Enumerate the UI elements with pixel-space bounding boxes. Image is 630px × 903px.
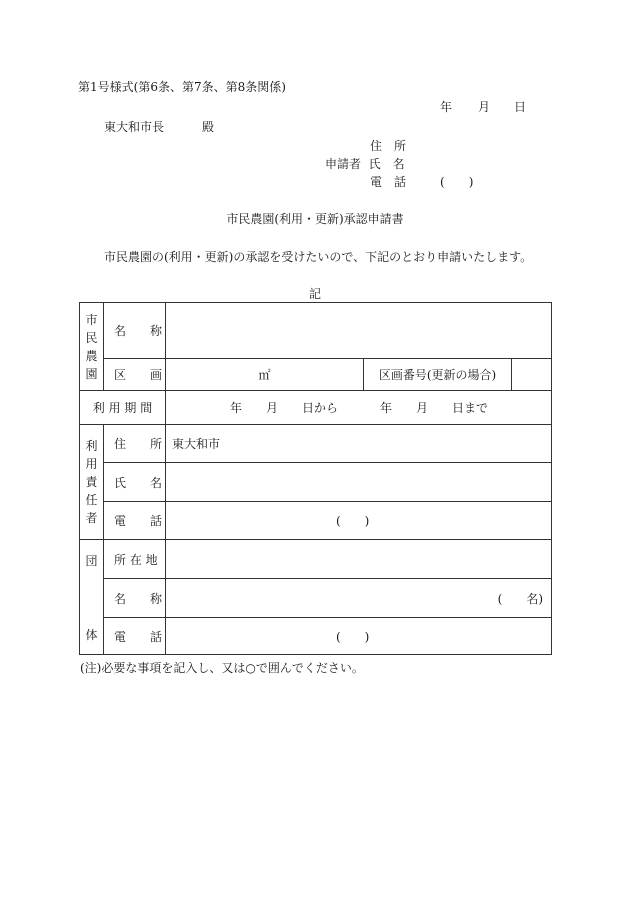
plot-number-field[interactable] [512, 359, 552, 391]
garden-name-row [80, 303, 552, 359]
group-name-field[interactable] [166, 579, 552, 618]
resp-tel-row [80, 502, 552, 540]
note: (注)必要な事項を記入し、又は○で囲んでください。 [80, 661, 364, 675]
period-to: 年 月 日まで [380, 401, 489, 415]
resp-name-label: 氏 名 [104, 463, 166, 502]
document-title: 市民農園(利用・更新)承認申請書 [226, 212, 404, 226]
group-tel-field[interactable] [166, 618, 552, 655]
resp-address-value: 東大和市 [172, 437, 221, 451]
responsible-label: 利 用 責 任 者 [80, 425, 104, 540]
group-label: 団 体 [80, 540, 104, 655]
applicant-tel-parens: ( ) [440, 175, 474, 189]
group-count: ( 名) [497, 591, 544, 606]
applicant-label: 申請者 [325, 157, 362, 171]
form-number: 第1号様式(第6条、第7条、第8条関係) [78, 80, 286, 94]
resp-name-field[interactable] [166, 463, 552, 502]
application-table [79, 302, 552, 655]
applicant-tel-line [370, 175, 473, 189]
applicant-tel-label: 電 話 [370, 175, 407, 189]
honorific: 殿 [202, 120, 215, 134]
period-from: 年 月 日から [230, 401, 339, 415]
resp-address-row [80, 425, 552, 463]
addressee: 東大和市長 [104, 120, 165, 134]
date-day: 日 [514, 100, 527, 114]
applicant-name-line [325, 157, 405, 171]
addressee-line [104, 120, 214, 134]
period-row [80, 391, 552, 425]
group-name-label: 名 称 [104, 579, 166, 618]
resp-address-field[interactable] [166, 425, 552, 463]
group-tel-parens: ( ) [336, 629, 370, 644]
plot-row [80, 359, 552, 391]
date-month: 月 [478, 100, 491, 114]
group-tel-row [80, 618, 552, 655]
resp-tel-label: 電 話 [104, 502, 166, 540]
garden-name-field[interactable] [166, 303, 552, 359]
group-tel-label: 電 話 [104, 618, 166, 655]
plot-unit: ㎡ [258, 368, 271, 382]
plot-label: 区 画 [104, 359, 166, 391]
plot-area-field[interactable] [166, 359, 364, 391]
resp-name-row [80, 463, 552, 502]
applicant-name-label: 氏 名 [368, 157, 405, 171]
ki-heading: 記 [308, 287, 321, 301]
group-name-row [80, 579, 552, 618]
date-year: 年 [440, 100, 453, 114]
resp-tel-field[interactable] [166, 502, 552, 540]
group-address-label: 所 在 地 [104, 540, 166, 579]
plot-number-label: 区画番号(更新の場合) [364, 359, 512, 391]
garden-name-label: 名 称 [104, 303, 166, 359]
period-field[interactable] [166, 391, 552, 425]
garden-label: 市 民 農 園 [80, 303, 104, 391]
resp-tel-parens: ( ) [336, 514, 370, 528]
period-label: 利 用 期 間 [80, 391, 166, 425]
group-address-field[interactable] [166, 540, 552, 579]
body-text: 市民農園の(利用・更新)の承認を受けたいので、下記のとおり申請いたします。 [104, 250, 533, 264]
resp-address-label: 住 所 [104, 425, 166, 463]
date-line [440, 100, 526, 114]
group-address-row [80, 540, 552, 579]
applicant-address-label: 住 所 [370, 139, 407, 153]
